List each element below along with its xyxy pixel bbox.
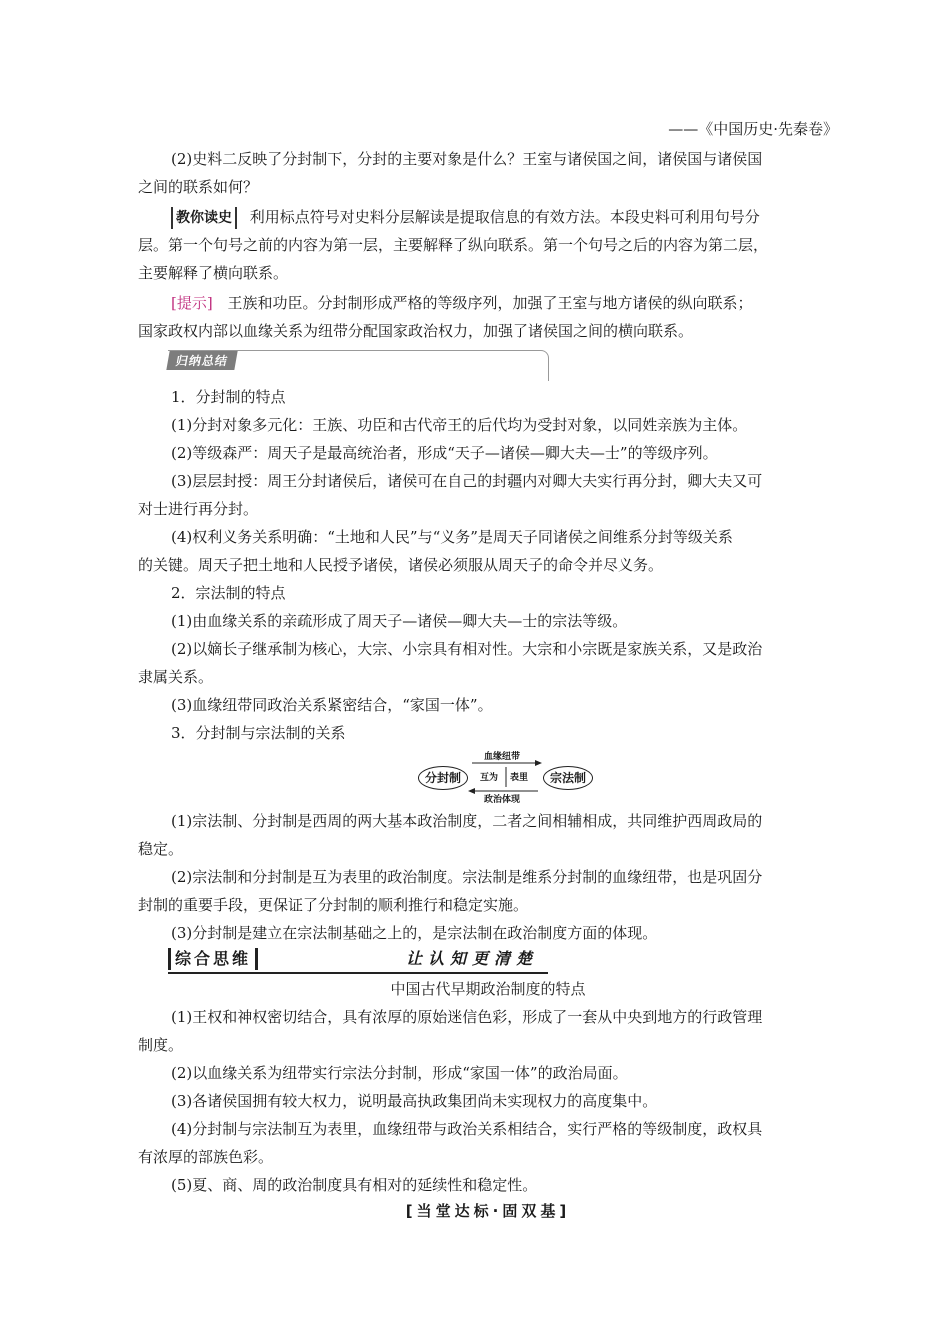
comprehensive-item: 有浓厚的部族色彩。 (138, 1148, 274, 1166)
diagram-top-label: 血缘纽带 (484, 752, 521, 762)
diagram-mid-right-label: 表里 (510, 773, 529, 783)
teach-line: 层。第一个句号之前的内容为第一层，主要解释了纵向联系。第一个句号之后的内容为第二层， (138, 236, 769, 254)
comprehensive-title: 中国古代早期政治制度的特点 (390, 980, 586, 998)
diagram-arrows (418, 749, 593, 804)
relation-diagram (418, 749, 593, 804)
relation-item: (1)宗法制、分封制是西周的两大基本政治制度，二者之间相辅相成，共同维护西周政局的 (171, 812, 763, 830)
diagram-left-node: 分封制 (418, 766, 468, 790)
teach-paragraph (171, 206, 760, 229)
comprehensive-item: (3)各诸侯国拥有较大权力，说明最高执政集团尚未实现权力的高度集中。 (171, 1092, 658, 1110)
summary-item: (1)分封对象多元化：王族、功臣和古代帝王的后代均为受封对象，以同姓亲族为主体。 (171, 416, 748, 434)
source-citation: ——《中国历史·先秦卷》 (668, 120, 838, 138)
summary-item: (2)以嫡长子继承制为核心，大宗、小宗具有相对性。大宗和小宗既是家族关系，又是政治 (171, 640, 763, 658)
comprehensive-item: (4)分封制与宗法制互为表里，血缘纽带与政治关系相结合，实行严格的等级制度，政权具 (171, 1120, 763, 1138)
summary-item: (1)由血缘关系的亲疏形成了周天子—诸侯—卿大夫—士的宗法等级。 (171, 612, 628, 630)
hint-line: 国家政权内部以血缘关系为纽带分配国家政治权力，加强了诸侯国之间的横向联系。 (138, 322, 694, 340)
summary-item: (3)血缘纽带同政治关系紧密结合，“家国一体”。 (171, 696, 493, 714)
summary-item: 隶属关系。 (138, 668, 214, 686)
relation-item: (3)分封制是建立在宗法制基础之上的，是宗法制在政治制度方面的体现。 (171, 924, 658, 942)
diagram-right-node: 宗法制 (543, 766, 593, 790)
teach-line: 主要解释了横向联系。 (138, 264, 289, 282)
summary-item: 的关键。周天子把土地和人民授予诸侯，诸侯必须服从周天子的命令并尽义务。 (138, 556, 664, 574)
summary-heading: 2．宗法制的特点 (171, 584, 286, 602)
comprehensive-header (168, 948, 548, 974)
comprehensive-item: 制度。 (138, 1036, 184, 1054)
comprehensive-slogan: 让认知更清楚 (405, 949, 538, 968)
hint-text: 王族和功臣。分封制形成严格的等级序列，加强了王室与地方诸侯的纵向联系； (227, 294, 753, 312)
relation-item: 稳定。 (138, 840, 184, 858)
diagram-bottom-label: 政治体现 (484, 795, 521, 805)
hint-tag: [提示] (171, 294, 213, 312)
section-footer: [当堂达标·固双基] (405, 1202, 571, 1220)
summary-label: 归纳总结 (166, 351, 237, 370)
comprehensive-item: (2)以血缘关系为纽带实行宗法分封制，形成“家国一体”的政治局面。 (171, 1064, 628, 1082)
summary-heading: 3．分封制与宗法制的关系 (171, 724, 346, 742)
comprehensive-item: (5)夏、商、周的政治制度具有相对的延续性和稳定性。 (171, 1176, 538, 1194)
summary-item: (4)权利义务关系明确：“土地和人民”与“义务”是周天子同诸侯之间维系分封等级关系 (171, 528, 733, 546)
summary-header (168, 350, 549, 381)
question-line: 之间的联系如何？ (138, 178, 259, 196)
summary-item: (3)层层封授：周王分封诸侯后，诸侯可在自己的封疆内对卿大夫实行再分封，卿大夫又可 (171, 472, 763, 490)
teach-tag: 教你读史 (171, 207, 237, 229)
summary-item: 对士进行再分封。 (138, 500, 259, 518)
diagram-mid-left-label: 互为 (480, 773, 499, 783)
hint-paragraph (171, 292, 753, 314)
summary-item: (2)等级森严：周天子是最高统治者，形成“天子—诸侯—卿大夫—士”的等级序列。 (171, 444, 718, 462)
question-line: (2)史料二反映了分封制下，分封的主要对象是什么？王室与诸侯国之间，诸侯国与诸侯国 (171, 150, 763, 168)
relation-item: (2)宗法制和分封制是互为表里的政治制度。宗法制是维系分封制的血缘纽带，也是巩固分 (171, 868, 763, 886)
teach-text: 利用标点符号对史料分层解读是提取信息的有效方法。本段史料可利用句号分 (249, 208, 760, 226)
comprehensive-tag: 综合思维 (168, 948, 258, 970)
summary-heading: 1．分封制的特点 (171, 388, 286, 406)
comprehensive-item: (1)王权和神权密切结合，具有浓厚的原始迷信色彩，形成了一套从中央到地方的行政管理 (171, 1008, 763, 1026)
relation-item: 封制的重要手段，更保证了分封制的顺利推行和稳定实施。 (138, 896, 529, 914)
